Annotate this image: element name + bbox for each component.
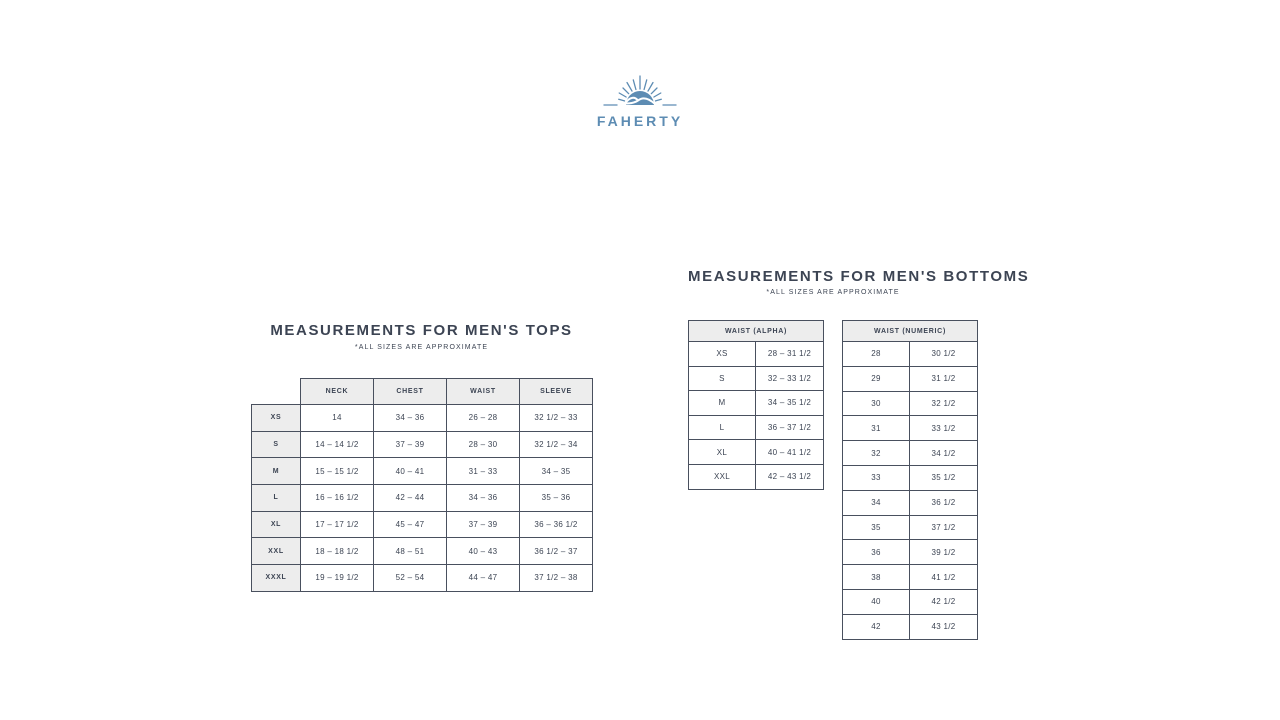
- sun-wave-icon: [595, 72, 685, 112]
- tops-subtitle: *ALL SIZES ARE APPROXIMATE: [354, 344, 489, 351]
- waist-alpha-header: WAIST (ALPHA): [689, 321, 824, 342]
- measurement-cell: 14 – 14 1/2: [301, 431, 374, 458]
- measurement-cell: 37 1/2 – 38: [520, 565, 593, 592]
- waist-numeric-table: [842, 320, 978, 640]
- measurement-cell: 26 – 28: [447, 405, 520, 432]
- measurement-cell: 37 – 39: [447, 511, 520, 538]
- size-label-cell: XXXL: [252, 565, 301, 592]
- measurement-cell: 28 – 30: [447, 431, 520, 458]
- tops-header-row: [252, 379, 593, 405]
- measurement-cell: 33 1/2: [910, 416, 978, 441]
- measurement-cell: 36 1/2 – 37: [520, 538, 593, 565]
- table-row: [689, 366, 824, 391]
- measurement-cell: 37 1/2: [910, 515, 978, 540]
- measurement-cell: 28 – 31 1/2: [756, 342, 824, 367]
- size-label-cell: L: [689, 415, 756, 440]
- size-label-cell: XL: [689, 440, 756, 465]
- alpha-header-row: [689, 321, 824, 342]
- measurement-cell: 36 – 36 1/2: [520, 511, 593, 538]
- size-label-cell: 42: [843, 614, 910, 639]
- measurement-cell: 34 – 35: [520, 458, 593, 485]
- measurement-cell: 40 – 41: [374, 458, 447, 485]
- table-row: [689, 464, 824, 489]
- measurement-cell: 40 – 41 1/2: [756, 440, 824, 465]
- size-label-cell: XS: [689, 342, 756, 367]
- measurement-cell: 15 – 15 1/2: [301, 458, 374, 485]
- col-header-sleeve: SLEEVE: [520, 379, 593, 405]
- measurement-cell: 41 1/2: [910, 565, 978, 590]
- measurement-cell: 35 – 36: [520, 485, 593, 512]
- blank-header-cell: [252, 379, 301, 405]
- measurement-cell: 43 1/2: [910, 614, 978, 639]
- table-row: [252, 565, 593, 592]
- measurement-cell: 34 – 36: [447, 485, 520, 512]
- size-label-cell: XXL: [689, 464, 756, 489]
- measurement-cell: 14: [301, 405, 374, 432]
- measurement-cell: 42 – 43 1/2: [756, 464, 824, 489]
- measurement-cell: 48 – 51: [374, 538, 447, 565]
- table-row: [252, 458, 593, 485]
- measurement-cell: 42 1/2: [910, 589, 978, 614]
- table-row: [843, 589, 978, 614]
- bottoms-title: MEASUREMENTS FOR MEN'S BOTTOMS: [688, 268, 1030, 285]
- col-header-neck: NECK: [301, 379, 374, 405]
- measurement-cell: 31 1/2: [910, 366, 978, 391]
- measurement-cell: 32 1/2 – 34: [520, 431, 593, 458]
- size-label-cell: L: [252, 485, 301, 512]
- col-header-chest: CHEST: [374, 379, 447, 405]
- size-label-cell: 34: [843, 490, 910, 515]
- table-row: [843, 490, 978, 515]
- col-header-waist: WAIST: [447, 379, 520, 405]
- measurement-cell: 42 – 44: [374, 485, 447, 512]
- size-label-cell: 29: [843, 366, 910, 391]
- size-label-cell: XXL: [252, 538, 301, 565]
- waist-alpha-table: [688, 320, 824, 490]
- table-row: [252, 538, 593, 565]
- measurement-cell: 31 – 33: [447, 458, 520, 485]
- measurement-cell: 34 – 36: [374, 405, 447, 432]
- faherty-logo: [580, 72, 700, 129]
- table-row: [252, 405, 593, 432]
- table-row: [843, 540, 978, 565]
- table-row: [689, 440, 824, 465]
- measurement-cell: 45 – 47: [374, 511, 447, 538]
- table-row: [252, 431, 593, 458]
- measurement-cell: 32 1/2 – 33: [520, 405, 593, 432]
- table-row: [843, 614, 978, 639]
- table-row: [843, 465, 978, 490]
- table-row: [689, 415, 824, 440]
- measurement-cell: 17 – 17 1/2: [301, 511, 374, 538]
- table-row: [843, 565, 978, 590]
- table-row: [689, 391, 824, 416]
- table-row: [843, 342, 978, 367]
- measurement-cell: 19 – 19 1/2: [301, 565, 374, 592]
- size-label-cell: S: [689, 366, 756, 391]
- table-row: [252, 511, 593, 538]
- measurement-cell: 35 1/2: [910, 465, 978, 490]
- measurement-cell: 32 1/2: [910, 391, 978, 416]
- table-row: [843, 441, 978, 466]
- measurement-cell: 52 – 54: [374, 565, 447, 592]
- size-label-cell: XL: [252, 511, 301, 538]
- measurement-cell: 32 – 33 1/2: [756, 366, 824, 391]
- table-row: [843, 366, 978, 391]
- measurement-cell: 34 – 35 1/2: [756, 391, 824, 416]
- size-label-cell: 28: [843, 342, 910, 367]
- bottoms-subtitle: *ALL SIZES ARE APPROXIMATE: [766, 289, 900, 296]
- table-row: [843, 416, 978, 441]
- size-label-cell: 30: [843, 391, 910, 416]
- table-row: [689, 342, 824, 367]
- measurement-cell: 37 – 39: [374, 431, 447, 458]
- size-label-cell: 38: [843, 565, 910, 590]
- waist-numeric-header: WAIST (NUMERIC): [843, 321, 978, 342]
- measurement-cell: 39 1/2: [910, 540, 978, 565]
- size-label-cell: S: [252, 431, 301, 458]
- table-row: [843, 515, 978, 540]
- measurement-cell: 30 1/2: [910, 342, 978, 367]
- tops-size-table: [251, 378, 593, 592]
- size-label-cell: M: [252, 458, 301, 485]
- size-label-cell: XS: [252, 405, 301, 432]
- brand-wordmark: FAHERTY: [596, 113, 684, 129]
- measurement-cell: 18 – 18 1/2: [301, 538, 374, 565]
- measurement-cell: 34 1/2: [910, 441, 978, 466]
- measurement-cell: 36 – 37 1/2: [756, 415, 824, 440]
- measurement-cell: 40 – 43: [447, 538, 520, 565]
- size-label-cell: M: [689, 391, 756, 416]
- numeric-header-row: [843, 321, 978, 342]
- size-label-cell: 32: [843, 441, 910, 466]
- measurement-cell: 16 – 16 1/2: [301, 485, 374, 512]
- size-label-cell: 31: [843, 416, 910, 441]
- table-row: [252, 485, 593, 512]
- table-row: [843, 391, 978, 416]
- tops-title: MEASUREMENTS FOR MEN'S TOPS: [270, 322, 573, 339]
- size-label-cell: 36: [843, 540, 910, 565]
- size-label-cell: 40: [843, 589, 910, 614]
- measurement-cell: 36 1/2: [910, 490, 978, 515]
- measurement-cell: 44 – 47: [447, 565, 520, 592]
- size-label-cell: 33: [843, 465, 910, 490]
- size-label-cell: 35: [843, 515, 910, 540]
